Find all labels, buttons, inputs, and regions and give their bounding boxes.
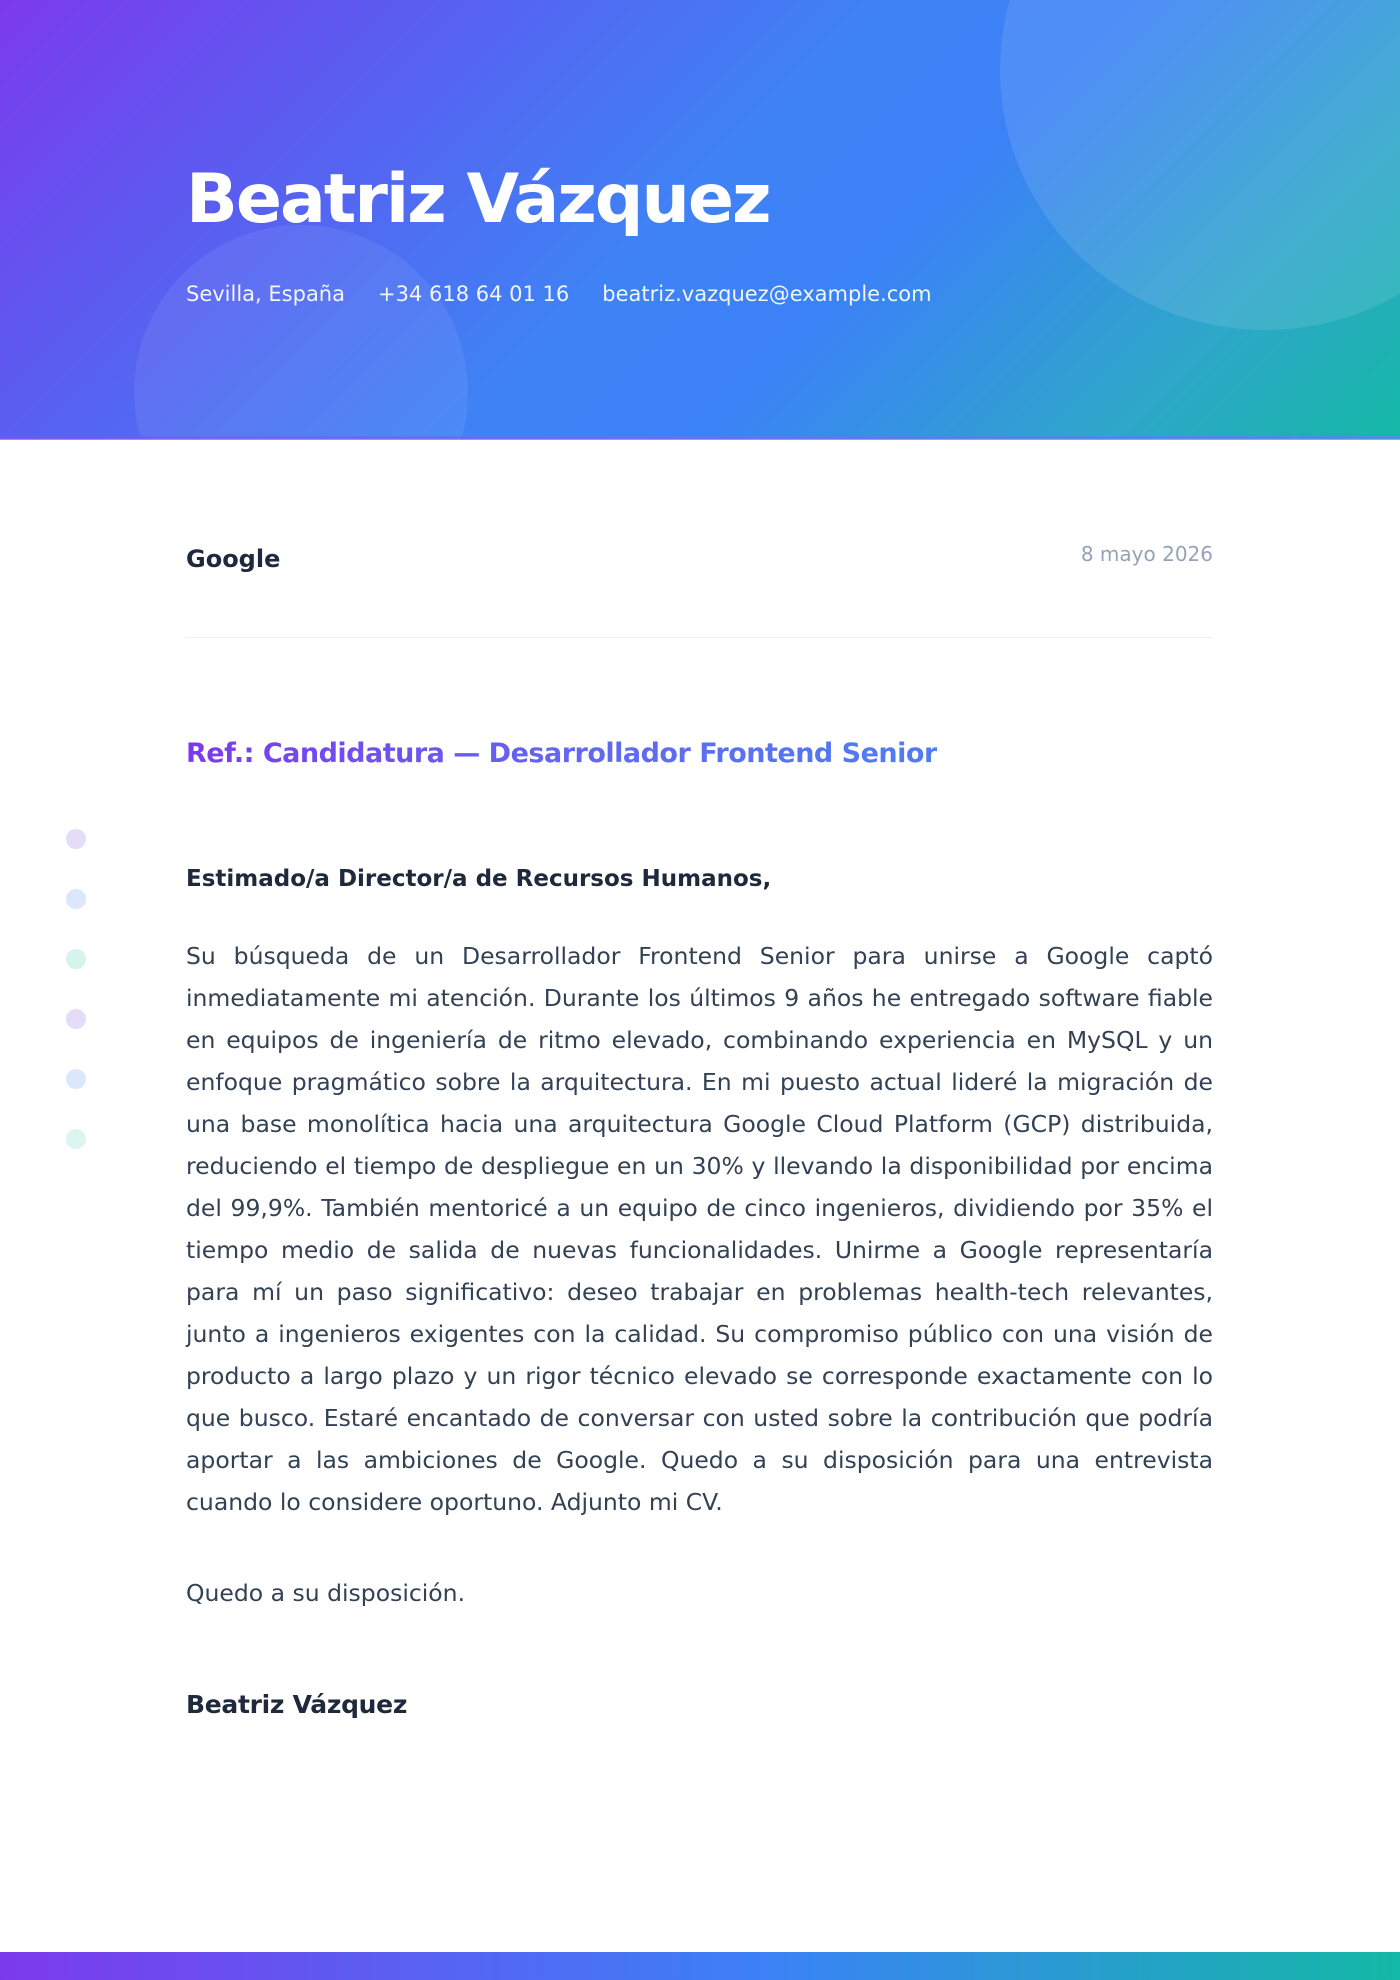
letter-subject: Ref.: Candidatura — Desarrollador Frontend Senior — [186, 738, 937, 769]
decorative-dot — [66, 1129, 86, 1149]
decorative-circle — [1000, 0, 1400, 330]
sender-phone: +34 618 64 01 16 — [378, 282, 570, 306]
contact-info — [186, 282, 932, 306]
decorative-dot — [66, 949, 86, 969]
decorative-dot — [66, 1009, 86, 1029]
letter-header — [0, 0, 1400, 439]
sender-email: beatriz.vazquez@example.com — [602, 282, 932, 306]
decorative-dots — [66, 829, 86, 1189]
salutation: Estimado/a Director/a de Recursos Humanos, — [186, 866, 772, 892]
decorative-dot — [66, 889, 86, 909]
decorative-circle — [134, 225, 468, 439]
signature-name: Beatriz Vázquez — [186, 1690, 408, 1719]
letter-date: 8 mayo 2026 — [1080, 542, 1213, 566]
decorative-dot — [66, 829, 86, 849]
header-divider — [0, 436, 1400, 440]
decorative-dot — [66, 1069, 86, 1089]
recipient-company: Google — [186, 545, 281, 573]
closing: Quedo a su disposición. — [186, 1579, 466, 1607]
letter-body: Su búsqueda de un Desarrollador Frontend Senior para unirse a Google captó inmediatamente mi atención. Durante los últimos 9 años he entregado software fiable en equipos de ingeniería de ritmo elevado, combinando experiencia en MySQL y un enfoque pragmático sobre la arquitectura. En mi puesto actual lideré la migración de una base monolítica hacia una arquitectura Google Cloud Platform (GCP) distribuida, reduciendo el tiempo de despliegue en un 30% y llevando la disponibilidad por encima del 99,9%. También mentoricé a un equipo de cinco ingenieros, dividiendo por 35% el tiempo medio de salida de nuevas funcionalidades. Unirme a Google representaría para mí un paso significativo: deseo trabajar en problemas health-tech relevantes, junto a ingenieros exigentes con la calidad. Su compromiso público con una visión de producto a largo plazo y un rigor técnico elevado se corresponde exactamente con lo que busco. Estaré encantado de conversar con usted sobre la contribución que podría aportar a las ambiciones de Google. Quedo a su disposición para una entrevista cuando lo considere oportuno. Adjunto mi CV. — [186, 942, 1213, 1516]
sender-name: Beatriz Vázquez — [186, 160, 770, 239]
footer-bar — [0, 1952, 1400, 1980]
divider — [186, 637, 1213, 638]
sender-location: Sevilla, España — [186, 282, 345, 306]
